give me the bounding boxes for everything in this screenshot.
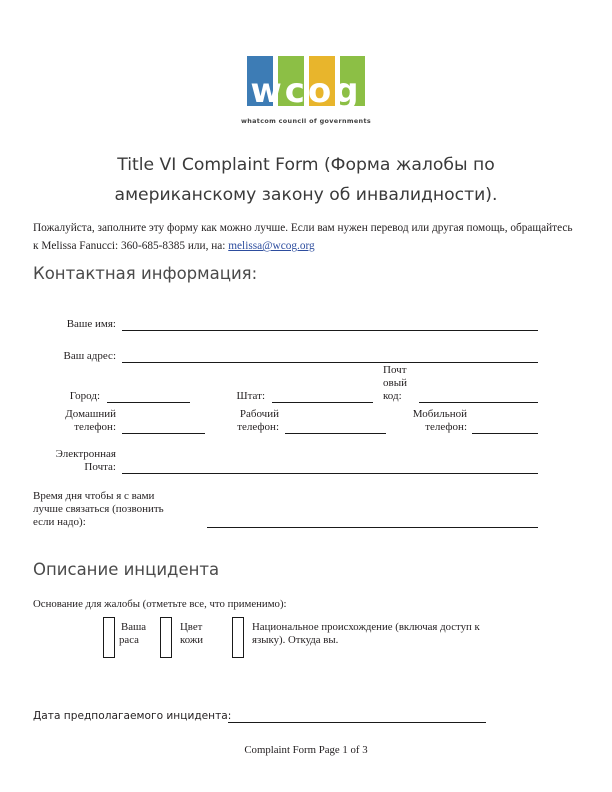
input-city[interactable] xyxy=(107,402,190,403)
input-your-address[interactable] xyxy=(122,362,538,363)
label-your-name: Ваше имя: xyxy=(66,318,116,330)
label-best-time-line3: если надо): xyxy=(33,516,86,528)
checkbox-label-skin-color-line1: Цвет xyxy=(180,621,203,633)
input-incident-date[interactable] xyxy=(228,722,486,723)
label-work-phone-line2: телефон: xyxy=(237,421,279,433)
checkbox-label-your-race-line2: раса xyxy=(119,634,139,646)
email-link[interactable]: melissa@wcog.org xyxy=(228,240,315,252)
checkbox-national-origin[interactable] xyxy=(232,617,244,658)
page-footer: Complaint Form Page 1 of 3 xyxy=(244,744,368,756)
label-mobile-phone-line1: Мобильной xyxy=(412,408,467,420)
checkbox-label-national-origin-line1: Национальное происхождение (включая доступ к xyxy=(252,621,480,633)
label-incident-date: Дата предполагаемого инцидента: xyxy=(33,710,232,722)
input-home-phone[interactable] xyxy=(122,433,205,434)
checkbox-label-your-race-line1: Ваша xyxy=(121,621,147,633)
checkbox-label-national-origin-line2: языку). Откуда вы. xyxy=(252,634,339,646)
input-mobile-phone[interactable] xyxy=(472,433,538,434)
label-zip-line3: код: xyxy=(383,390,402,402)
logo-block xyxy=(0,56,612,125)
logo-tagline: whatcom council of governments xyxy=(240,117,372,125)
checkbox-your-race[interactable] xyxy=(103,617,115,658)
label-work-phone-line1: Рабочий xyxy=(239,408,279,420)
section-heading-contact: Контактная информация: xyxy=(33,264,258,283)
wcog-logo-mark xyxy=(247,56,365,111)
label-state: Штат: xyxy=(236,390,265,402)
label-email-line1: Электронная xyxy=(55,448,116,460)
label-zip-line1: Почт xyxy=(383,364,407,376)
label-zip-line2: овый xyxy=(383,377,407,389)
input-email[interactable] xyxy=(122,473,538,474)
intro-text: Пожалуйста, заполните эту форму как можно лучше. Если вам нужен перевод или другая помощь, обращайтесь к Melissa Fanucci: 360-685-8385 или, на: xyxy=(33,222,573,252)
intro-paragraph xyxy=(33,219,578,255)
input-zip[interactable] xyxy=(419,402,538,403)
section-heading-incident: Описание инцидента xyxy=(33,560,220,579)
label-your-address: Ваш адрес: xyxy=(63,350,116,362)
label-best-time-line1: Время дня чтобы я с вами xyxy=(33,490,155,502)
label-home-phone-line1: Домашний xyxy=(65,408,116,420)
input-state[interactable] xyxy=(272,402,373,403)
label-home-phone-line2: телефон: xyxy=(74,421,116,433)
grounds-instruction: Основание для жалобы (отметьте все, что применимо): xyxy=(33,598,287,610)
label-best-time-line2: лучше связаться (позвонить xyxy=(33,503,164,515)
label-city: Город: xyxy=(69,390,100,402)
checkbox-skin-color[interactable] xyxy=(160,617,172,658)
logo-wordmark: wcog xyxy=(250,71,362,111)
checkbox-label-skin-color-line2: кожи xyxy=(180,634,204,646)
input-best-time[interactable] xyxy=(207,527,538,528)
input-work-phone[interactable] xyxy=(285,433,386,434)
page-title: Title VI Complaint Form (Форма жалобы по американскому закону об инвалидности). xyxy=(114,155,498,205)
label-mobile-phone-line2: телефон: xyxy=(425,421,467,433)
input-your-name[interactable] xyxy=(122,330,538,331)
label-email-line2: Почта: xyxy=(84,461,116,473)
